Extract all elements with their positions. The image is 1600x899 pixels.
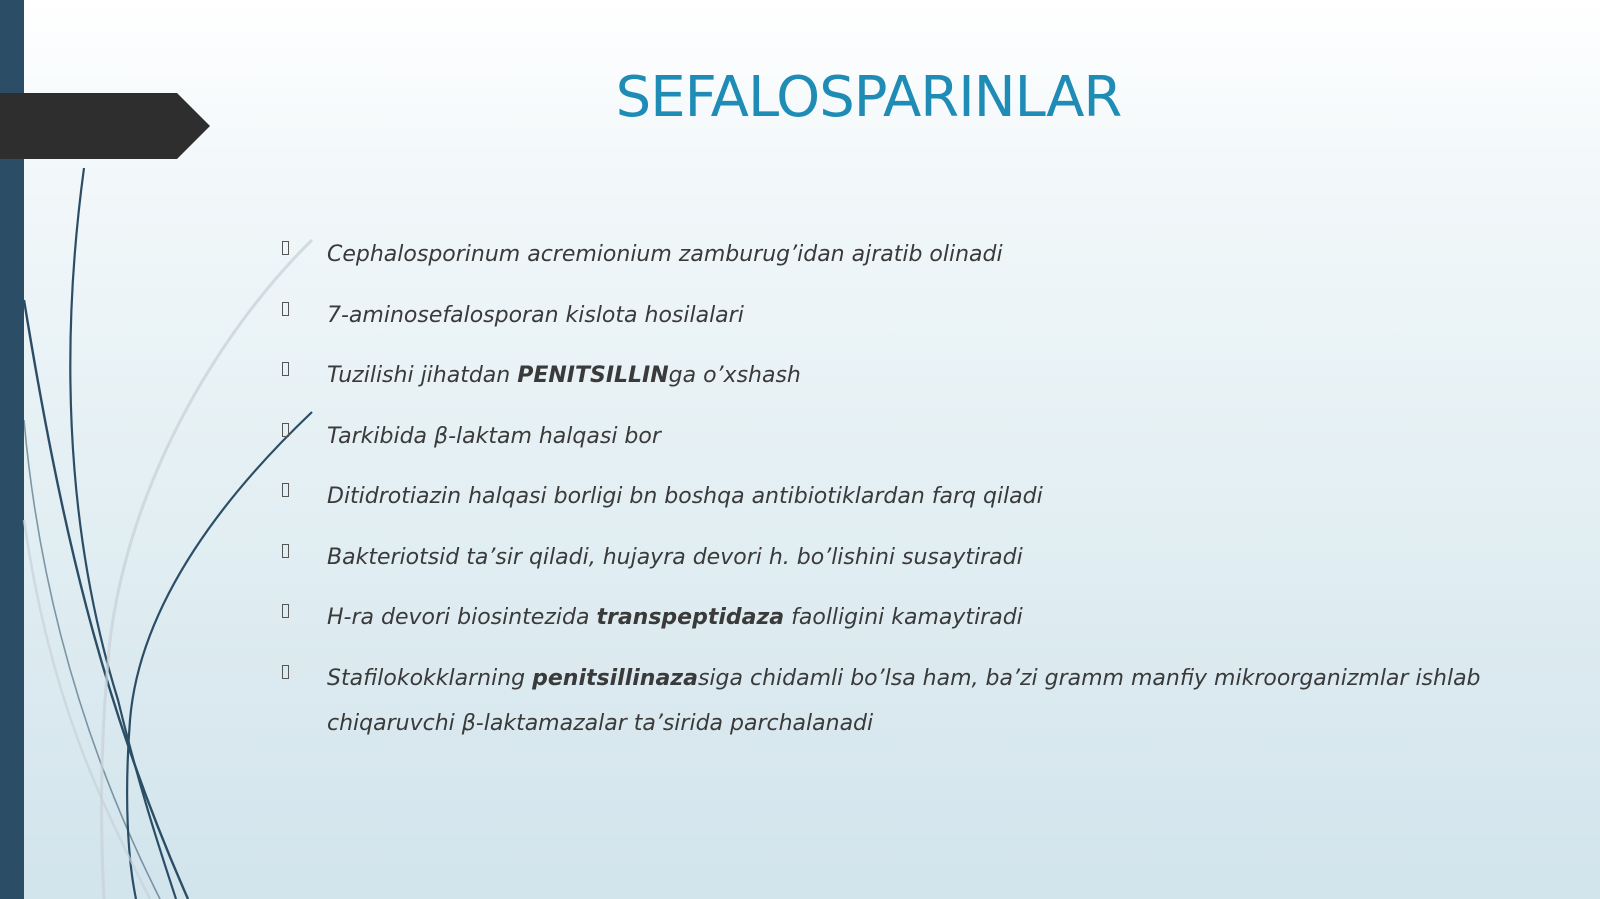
bullet-item [282,353,1522,398]
square-bullet-icon [282,483,289,497]
bullet-bold-term: penitsillinaza [532,665,698,691]
bullet-bold-term: PENITSILLIN [517,363,669,388]
bullet-text: Cephalosporinum acremionium zamburug’idan ajratib olinadi [327,242,1003,267]
bullet-item [282,535,1522,580]
bullet-item [282,474,1522,519]
bullet-text: H-ra devori biosintezida [327,605,597,630]
bullet-text: ga o’xshash [668,363,801,388]
bullet-list [282,232,1522,761]
bullet-text: Stafilokokklarning [327,665,533,691]
square-bullet-icon [282,665,289,679]
bullet-item [282,293,1522,338]
bullet-item [282,232,1522,277]
bullet-text: Bakteriotsid ta’sir qiladi, hujayra devori h. bo’lishini susaytiradi [327,544,1023,570]
bullet-text: Ditidrotiazin halqasi borligi bn boshqa antibiotiklardan farq qiladi [327,484,1043,509]
bullet-text: 7-aminosefalosporan kislota hosilalari [327,302,744,328]
bullet-text: Tuzilishi jihatdan [327,363,518,388]
bullet-text: siga chidamli bo’lsa ham, ba’zi gramm manfiy mikroorganizmlar ishlab chiqaruvchi β-laktamazalar ta’sirida parchalanadi [327,665,1481,736]
slide-title: SEFALOSPARINLAR [615,65,1122,130]
square-bullet-icon [282,302,289,316]
bullet-bold-term: transpeptidaza [596,605,785,630]
bullet-item [282,414,1522,459]
square-bullet-icon [282,423,289,437]
square-bullet-icon [282,362,289,376]
bullet-item [282,656,1522,746]
square-bullet-icon [282,241,289,255]
square-bullet-icon [282,544,289,558]
bullet-text: faolligini kamaytiradi [784,605,1023,630]
square-bullet-icon [282,604,289,618]
bullet-text: Tarkibida β-laktam halqasi bor [327,423,661,449]
bullet-item [282,595,1522,640]
